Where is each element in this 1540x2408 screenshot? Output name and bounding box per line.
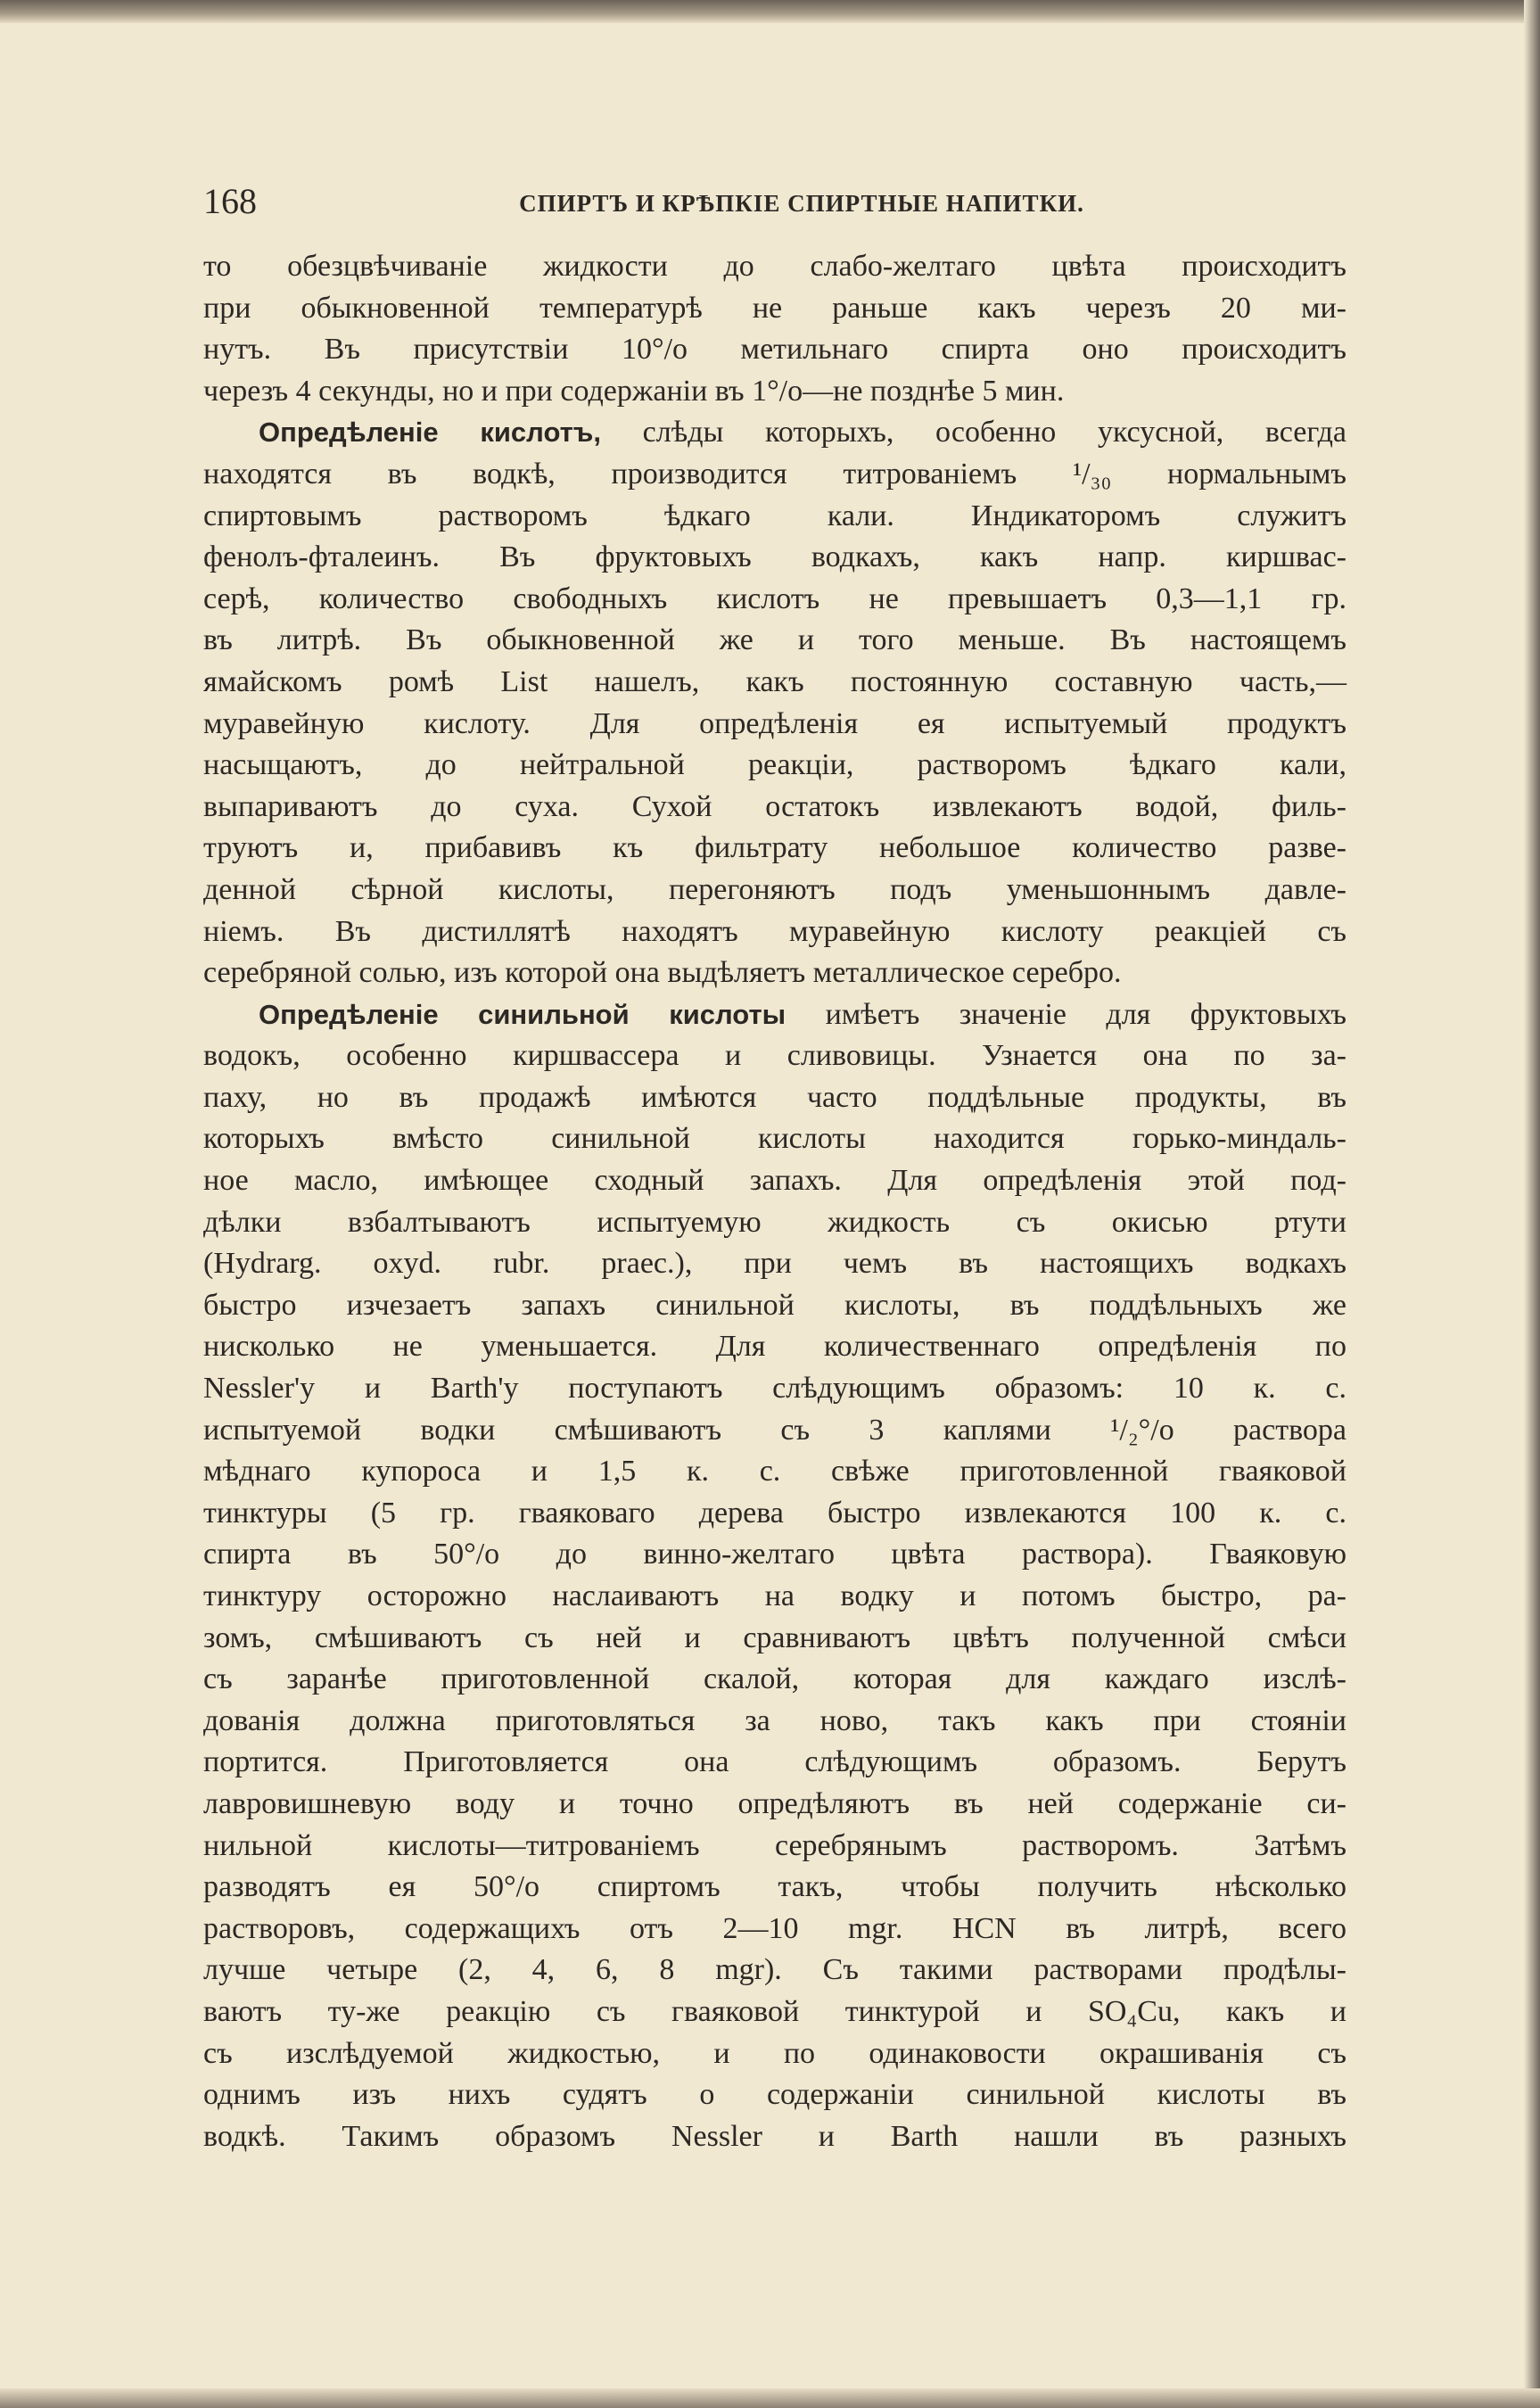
text-line: денной сѣрной кислоты, перегоняютъ подъ уменьшоннымъ давле- [203,872,1346,906]
text-line: дованія должна приготовляться за ново, такъ какъ при стояніи [203,1703,1346,1737]
text-line [203,412,1346,454]
paragraph-2 [203,412,1346,994]
text-line: серѣ, количество свободныхъ кислотъ не превышаетъ 0,3—1,1 гр. [203,581,1346,615]
text-line [203,994,1346,1036]
text-line: ваютъ ту-же реакцію съ гваяковой тинктурой и SO₄Cu, какъ и [203,1994,1346,2028]
text-line: разводятъ ея 50°/о спиртомъ такъ, чтобы получить нѣсколько [203,1870,1346,1904]
text-line: насыщаютъ, до нейтральной реакціи, растворомъ ѣдкаго кали, [203,748,1346,782]
text-line: тинктуры (5 гр. гваяковаго дерева быстро извлекаются 100 к. с. [203,1496,1346,1530]
running-head [203,177,1346,227]
paragraph-3 [203,994,1346,2158]
page-right-edge [1524,0,1540,2408]
text-line: испытуемой водки смѣшиваютъ съ 3 каплями ¹/₂°/о раствора [203,1413,1346,1447]
text-line: лучше четыре (2, 4, 6, 8 mgr). Съ такими растворами продѣлы- [203,1953,1346,1987]
text-line: ямайскомъ ромѣ List нашелъ, какъ постоянную составную часть,— [203,664,1346,698]
text-run: имѣетъ значеніе для фруктовыхъ [786,997,1347,1031]
text-line: находятся въ водкѣ, производится титрованіемъ ¹/₃₀ нормальнымъ [203,457,1346,491]
text-line: ное масло, имѣющее сходный запахъ. Для опредѣленія этой под- [203,1164,1346,1198]
text-line: быстро изчезаетъ запахъ синильной кислоты, въ поддѣльныхъ же [203,1288,1346,1322]
text-line: нисколько не уменьшается. Для количественнаго опредѣленія по [203,1330,1346,1364]
text-line: зомъ, смѣшиваютъ съ ней и сравниваютъ цвѣтъ полученной смѣси [203,1620,1346,1654]
text-run: слѣды которыхъ, особенно уксусной, всегда [601,416,1347,449]
body-text [203,246,1346,2157]
text-line: при обыкновенной температурѣ не раньше какъ черезъ 20 ми- [203,291,1346,325]
text-line: которыхъ вмѣсто синильной кислоты находится горько-миндаль- [203,1122,1346,1156]
page-bottom-edge [0,2388,1540,2408]
header-title: СПИРТЪ И КРѢПКІЕ СПИРТНЫЕ НАПИТКИ. [519,190,1084,217]
page-number: 168 [203,181,257,221]
text-line: ніемъ. Въ дистиллятѣ находятъ муравейную кислоту реакціей съ [203,914,1346,948]
text-line: (Hydrarg. oxyd. rubr. praec.), при чемъ въ настоящихъ водкахъ [203,1247,1346,1281]
text-line: выпариваютъ до суха. Сухой остатокъ извлекаютъ водой, филь- [203,789,1346,823]
text-line: нильной кислоты—титрованіемъ серебрянымъ растворомъ. Затѣмъ [203,1828,1346,1862]
text-line: паху, но въ продажѣ имѣются часто поддѣльные продукты, въ [203,1080,1346,1114]
text-line: въ литрѣ. Въ обыкновенной же и того меньше. Въ настоящемъ [203,623,1346,657]
text-line: растворовъ, содержащихъ отъ 2—10 mgr. HCN въ литрѣ, всего [203,1911,1346,1945]
text-line: лавровишневую воду и точно опредѣляютъ въ ней содержаніе си- [203,1786,1346,1820]
text-line: фенолъ-фталеинъ. Въ фруктовыхъ водкахъ, какъ напр. киршвас- [203,540,1346,574]
text-line: водкѣ. Такимъ образомъ Nessler и Barth нашли въ разныхъ [203,2119,1346,2153]
text-line: серебряной солью, изъ которой она выдѣляетъ металлическое серебро. [203,956,1122,990]
section-heading-hydrocyanic-acid: Опредѣленіе синильной кислоты [259,998,786,1030]
text-line: труютъ и, прибавивъ къ фильтрату небольшое количество разве- [203,831,1346,865]
text-line: дѣлки взбалтываютъ испытуемую жидкость съ окисью ртути [203,1205,1346,1239]
text-line: муравейную кислоту. Для опредѣленія ея испытуемый продуктъ [203,706,1346,740]
text-line: нутъ. Въ присутствіи 10°/о метильнаго спирта оно происходитъ [203,333,1346,367]
text-line: черезъ 4 секунды, но и при содержаніи въ 1°/о—не позднѣе 5 мин. [203,374,1065,408]
text-line: съ изслѣдуемой жидкостью, и по одинаковости окрашиванія съ [203,2036,1346,2070]
text-line: спирта въ 50°/о до винно-желтаго цвѣта раствора). Гваяковую [203,1538,1346,1571]
text-line: то обезцвѣчиваніе жидкости до слабо-желтаго цвѣта происходитъ [203,250,1346,283]
text-line: Nessler'у и Barth'у поступаютъ слѣдующимъ образомъ: 10 к. с. [203,1372,1346,1406]
text-line: тинктуру осторожно наслаиваютъ на водку и потомъ быстро, ра- [203,1579,1346,1612]
text-line: водокъ, особенно киршвассера и сливовицы. Узнается она по за- [203,1039,1346,1073]
text-line: портится. Приготовляется она слѣдующимъ образомъ. Берутъ [203,1745,1346,1779]
text-line: спиртовымъ растворомъ ѣдкаго кали. Индикаторомъ служитъ [203,499,1346,532]
text-line: мѣднаго купороса и 1,5 к. с. свѣже приготовленной гваяковой [203,1455,1346,1489]
paragraph-1 [203,246,1346,412]
text-line: съ заранѣе приготовленной скалой, которая для каждаго изслѣ- [203,1662,1346,1696]
text-line: однимъ изъ нихъ судятъ о содержаніи синильной кислоты въ [203,2078,1346,2112]
page-top-edge [0,0,1540,23]
section-heading-acids: Опредѣленіе кислотъ, [259,416,602,449]
